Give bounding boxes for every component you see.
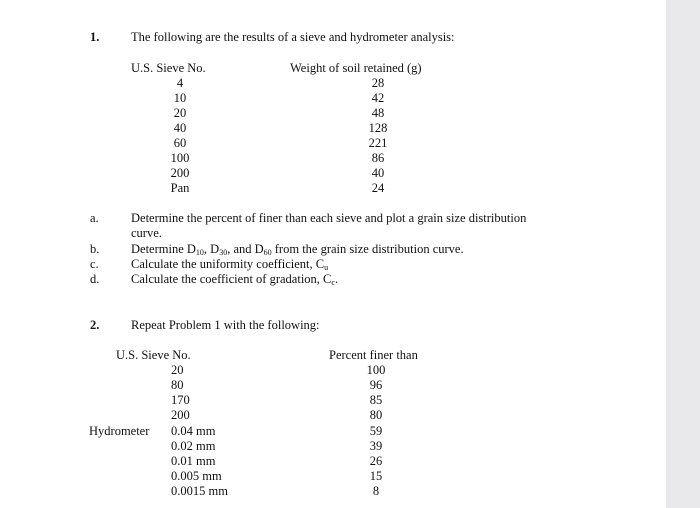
table1-header-sieve: U.S. Sieve No. (131, 61, 206, 75)
table1-weight-cell: 86 (371, 151, 385, 165)
table2-percent-cell: 26 (369, 454, 383, 468)
part-a-line1: Determine the percent of finer than each sieve and plot a grain size distribution (131, 211, 527, 225)
table2-percent-cell: 59 (369, 424, 383, 438)
page-edge-margin (666, 0, 700, 508)
table1-weight-cell: 221 (368, 136, 388, 150)
table1-sieve-cell: 200 (170, 166, 190, 180)
table1-weight-cell: 48 (371, 106, 385, 120)
table1-weight-cell: 28 (371, 76, 385, 90)
part-c-label: c. (90, 257, 99, 271)
part-d-text: Calculate the coefficient of gradation, $C_c$. (131, 272, 339, 287)
table2-percent-cell: 80 (369, 408, 383, 422)
table2-size-cell: 0.02 mm (171, 439, 216, 453)
table2-percent-cell: 85 (369, 393, 383, 407)
part-c-text: Calculate the uniformity coefficient, $C_u$ (131, 257, 329, 272)
table2-percent-cell: 8 (372, 484, 380, 498)
table1-weight-cell: 40 (371, 166, 385, 180)
table1-sieve-cell: 20 (173, 106, 187, 120)
problem-2-intro: Repeat Problem 1 with the following: (131, 318, 320, 332)
table2-percent-cell: 39 (369, 439, 383, 453)
part-b-label: b. (90, 242, 100, 256)
table2-size-cell: 0.0015 mm (171, 484, 228, 498)
problem-1-intro: The following are the results of a sieve and hydrometer analysis: (131, 30, 455, 44)
table2-size-cell: 0.005 mm (171, 469, 222, 483)
table2-percent-cell: 96 (369, 378, 383, 392)
part-a-label: a. (90, 211, 99, 225)
table1-sieve-cell: 100 (170, 151, 190, 165)
problem-2-number: 2. (90, 318, 100, 332)
table1-weight-cell: 128 (368, 121, 388, 135)
table1-header-weight: Weight of soil retained (g) (290, 61, 422, 75)
table2-size-cell: 0.04 mm (171, 424, 216, 438)
part-d-label: d. (90, 272, 100, 286)
problem-1-number: 1. (90, 30, 100, 44)
part-b-text: Determine $D_{10}$, $D_{30}$, and $D_{60}$ from the grain size distribution curve. (131, 242, 464, 257)
table1-sieve-cell: Pan (170, 181, 190, 195)
table1-weight-cell: 42 (371, 91, 385, 105)
hydrometer-label: Hydrometer (89, 424, 150, 438)
table1-sieve-cell: 4 (176, 76, 184, 90)
table2-size-cell: 170 (171, 393, 190, 407)
table2-size-cell: 0.01 mm (171, 454, 216, 468)
table2-size-cell: 80 (171, 378, 184, 392)
table2-size-cell: 200 (171, 408, 190, 422)
table1-weight-cell: 24 (371, 181, 385, 195)
table2-header-percent: Percent finer than (329, 348, 418, 362)
table1-sieve-cell: 60 (173, 136, 187, 150)
table2-header-sieve: U.S. Sieve No. (116, 348, 191, 362)
table1-sieve-cell: 10 (173, 91, 187, 105)
table2-percent-cell: 15 (369, 469, 383, 483)
table2-percent-cell: 100 (366, 363, 386, 377)
table2-size-cell: 20 (171, 363, 184, 377)
table1-sieve-cell: 40 (173, 121, 187, 135)
part-a-line2: curve. (131, 226, 162, 240)
